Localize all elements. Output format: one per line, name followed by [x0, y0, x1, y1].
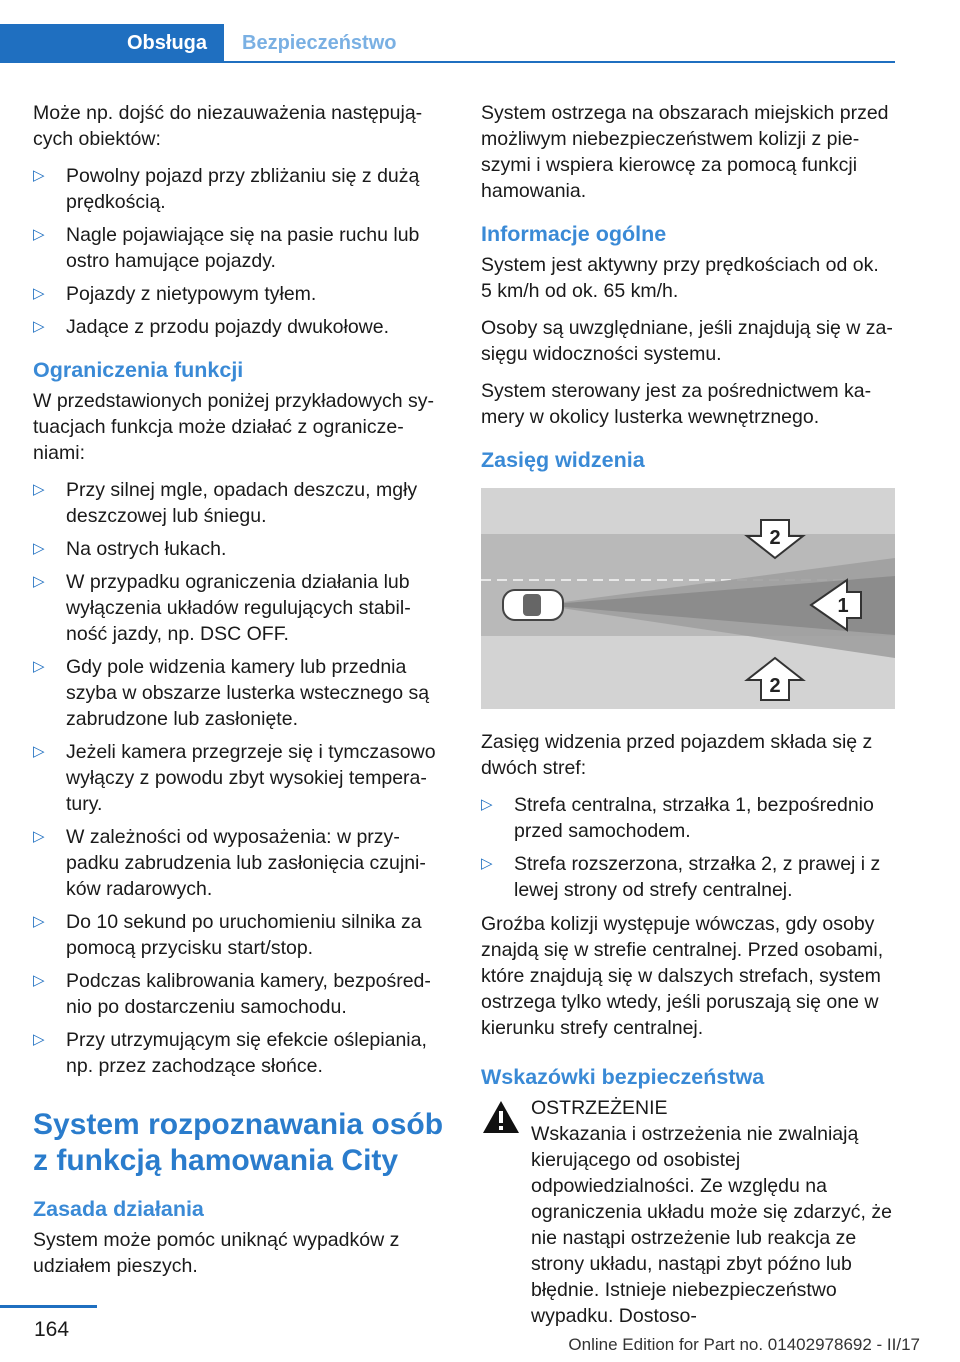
warning-text: Wskazania i ostrzeżenia nie zwalniają kierującego od osobistej odpowiedzialności. Ze względu na ograniczenia układu może się zdarzyć, że nie nastąpi ostrzeżenie lub reakcja ze strony układu, nastąpi zbyt późno lub błędnie. Istnieje niebezpieczeństwo wypadku. Dostoso- [531, 1123, 892, 1327]
heading-range: Zasięg widzenia [481, 448, 645, 472]
page-number: 164 [34, 1318, 70, 1341]
triangle-bullet-icon: ▷ [33, 743, 45, 760]
arrow-label-mid: 1 [837, 595, 849, 617]
heading-general: Informacje ogólne [481, 222, 667, 246]
limits-intro: W przedstawionych poniżej przykładowych sytuacjach funkcja może działać z ograniczeniami: [33, 390, 434, 464]
arrow-label-bottom: 2 [769, 675, 781, 697]
triangle-bullet-icon: ▷ [33, 285, 45, 302]
list-item: ▷ Gdy pole widzenia kamery lub przednia szyba w obszarze lusterka wstecznego są zabrudzone lub zasłonięte. [33, 656, 430, 730]
left-column [33, 100, 445, 1290]
list-item: ▷ Do 10 sekund po uruchomieniu silnika za pomocą przycisku start/stop. [33, 911, 422, 959]
triangle-bullet-icon: ▷ [481, 796, 493, 813]
triangle-bullet-icon: ▷ [33, 1031, 45, 1048]
car-icon [503, 590, 563, 620]
list-item: ▷ Powolny pojazd przy zbliżaniu się z dużą prędkością. [33, 165, 420, 213]
footer-divider [0, 1305, 97, 1308]
triangle-bullet-icon: ▷ [33, 972, 45, 989]
range-intro: Zasięg widzenia przed pojazdem składa się z dwóch stref: [481, 731, 873, 779]
tab-obsluga[interactable]: Obsługa [0, 24, 224, 62]
list-item: ▷ Strefa centralna, strzałka 1, bezpośrednio przed samochodem. [481, 794, 874, 842]
edition-note: Online Edition for Part no. 01402978692 - II/17 [568, 1335, 920, 1354]
list-item: ▷ W zależności od wyposażenia: w przypadku zabrudzenia lub zasłonięcia czujników radarowych. [33, 826, 426, 900]
heading-principle: Zasada działania [33, 1197, 204, 1221]
triangle-bullet-icon: ▷ [33, 226, 45, 243]
general-text-1: System jest aktywny przy prędkościach od ok. 5 km/h od ok. 65 km/h. [481, 254, 879, 302]
general-text-2: Osoby są uwzględniane, jeśli znajdują się w zasięgu widoczności systemu. [481, 317, 893, 365]
list-item: ▷ Jeżeli kamera przegrzeje się i tymczasowo wyłączy z powodu zbyt wysokiej temperatury. [33, 741, 436, 815]
list-item: ▷ Jadące z przodu pojazdy dwukołowe. [33, 316, 390, 338]
limits-list [33, 477, 445, 1079]
arrow-label-top: 2 [769, 527, 781, 549]
general-text-3: System sterowany jest za pośrednictwem kamery w okolicy lusterka wewnętrznego. [481, 380, 872, 428]
triangle-bullet-icon: ▷ [33, 913, 45, 930]
zones-list [481, 792, 893, 903]
triangle-bullet-icon: ▷ [33, 318, 45, 335]
triangle-bullet-icon: ▷ [33, 573, 45, 590]
right-column [481, 100, 893, 1331]
list-item: ▷ Na ostrych łukach. [33, 538, 227, 560]
triangle-bullet-icon: ▷ [33, 658, 45, 675]
list-item: ▷ Podczas kalibrowania kamery, bezpośrednio po dostarczeniu samochodu. [33, 970, 431, 1018]
list-item: ▷ Strefa rozszerzona, strzałka 2, z prawej i z lewej strony od strefy centralnej. [481, 853, 881, 901]
warning-block [481, 1095, 893, 1329]
detection-range-diagram [481, 488, 895, 709]
triangle-bullet-icon: ▷ [33, 481, 45, 498]
triangle-bullet-icon: ▷ [481, 855, 493, 872]
tab-bezpieczenstwo[interactable]: Bezpieczeństwo [242, 31, 397, 54]
range-text: Groźba kolizji występuje wówczas, gdy osoby znajdą się w strefie centralnej. Przed osobami, które znajdują się w dalszych strefach, system ostrzega tylko wtedy, jeśli poruszają się one w kierunku strefy centralnej. [481, 913, 884, 1039]
section-title: System rozpoznawania osób z funkcją hamowania City [33, 1108, 444, 1177]
warning-triangle-icon [481, 1099, 521, 1135]
heading-limits: Ograniczenia funkcji [33, 358, 244, 382]
section-tabs [0, 24, 895, 62]
principle-text: System może pomóc uniknąć wypadków z udziałem pieszych. [33, 1229, 400, 1277]
heading-safety: Wskazówki bezpieczeństwa [481, 1065, 765, 1089]
triangle-bullet-icon: ▷ [33, 828, 45, 845]
list-item: ▷ Pojazdy z nietypowym tyłem. [33, 283, 317, 305]
objects-list [33, 163, 445, 340]
intro-text: Może np. dojść do niezauważenia następujących obiektów: [33, 102, 423, 150]
warning-title: OSTRZEŻENIE [531, 1097, 668, 1119]
list-item: ▷ W przypadku ograniczenia działania lub wyłączenia układów regulujących stabilność jazdy, np. DSC OFF. [33, 571, 411, 645]
header-divider [0, 61, 895, 63]
list-item: ▷ Przy silnej mgle, opadach deszczu, mgły deszczowej lub śniegu. [33, 479, 418, 527]
list-item: ▷ Nagle pojawiające się na pasie ruchu lub ostro hamujące pojazdy. [33, 224, 420, 272]
right-intro: System ostrzega na obszarach miejskich przed możliwym niebezpieczeństwem kolizji z pieszymi i wspiera kierowcę za pomocą funkcji hamowania. [481, 102, 889, 202]
list-item: ▷ Przy utrzymującym się efekcie oślepiania, np. przez zachodzące słońce. [33, 1029, 427, 1077]
triangle-bullet-icon: ▷ [33, 540, 45, 557]
triangle-bullet-icon: ▷ [33, 167, 45, 184]
